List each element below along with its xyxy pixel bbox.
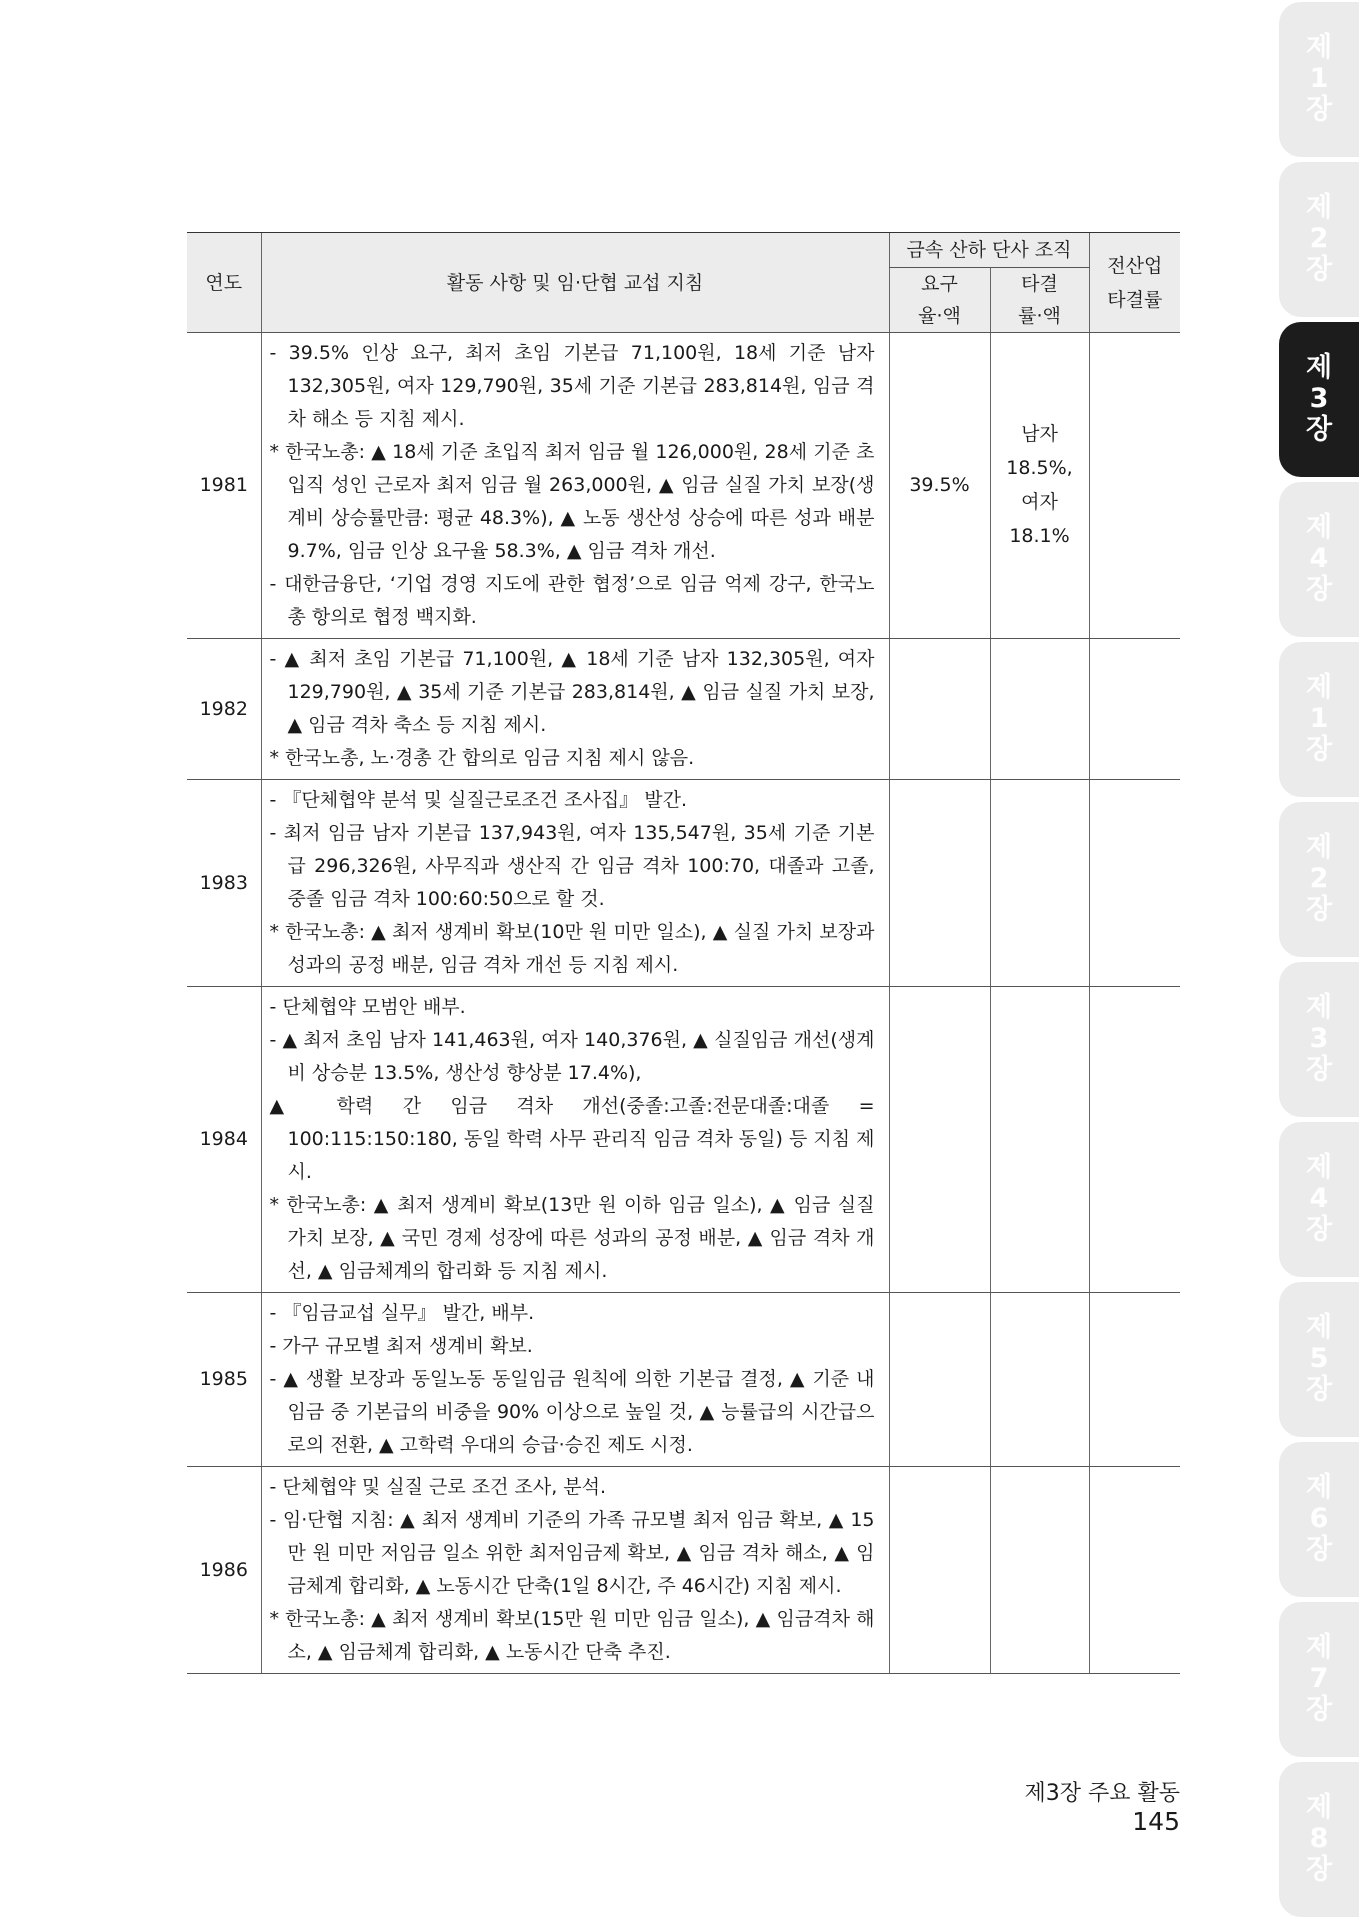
demand-rate-cell: 39.5%: [889, 333, 990, 639]
activity-cell: [261, 333, 889, 639]
header-settle-line2: 률·액: [1018, 305, 1061, 327]
chapter-tab[interactable]: [1279, 1602, 1359, 1757]
chapter-tab-num: 5: [1309, 1343, 1329, 1375]
table-row: [187, 333, 1180, 639]
year-cell: 1982: [187, 639, 261, 780]
chapter-tab-suffix: 장: [1305, 573, 1333, 605]
header-industry-line2: 타결률: [1107, 288, 1163, 311]
activity-line: * 한국노총: ▲ 18세 기준 초입직 최저 임금 월 126,000원, 28세 기준 초입직 성인 근로자 최저 임금 월 263,000원, ▲ 임금 실질 가치 보장(생계비 상승률만큼: 평균 48.3%), ▲ 노동 생산성 상승에 따른 성과 배분 9.7%, 임금 인상 요구율 58.3%, ▲ 임금 격차 개선.: [269, 441, 875, 562]
chapter-tab[interactable]: [1279, 1762, 1359, 1917]
chapter-tab-prefix: 제: [1305, 352, 1333, 384]
settle-rate-cell: [990, 1467, 1089, 1674]
table-row: [187, 780, 1180, 987]
chapter-tab[interactable]: [1279, 482, 1359, 637]
year-cell: 1981: [187, 333, 261, 639]
activity-cell: [261, 780, 889, 987]
activity-line: - 단체협약 및 실질 근로 조건 조사, 분석.: [269, 1476, 607, 1498]
activity-line: ▲ 학력 간 임금 격차 개선(중졸:고졸:전문대졸:대졸 = 100:115:150:180, 동일 학력 사무 관리직 임금 격차 동일) 등 지침 제시.: [269, 1095, 875, 1183]
chapter-tab-prefix: 제: [1305, 1312, 1333, 1344]
activity-line: - 가구 규모별 최저 생계비 확보.: [269, 1335, 533, 1357]
chapter-tab-prefix: 제: [1305, 512, 1333, 544]
industry-rate-cell: [1089, 333, 1180, 639]
industry-rate-cell: [1089, 987, 1180, 1293]
chapter-tab[interactable]: [1279, 322, 1359, 477]
chapter-tab-suffix: 장: [1305, 1853, 1333, 1885]
header-industry-line1: 전산업: [1107, 254, 1163, 277]
chapter-tab-num: 1: [1309, 63, 1329, 95]
chapter-tab-num: 4: [1309, 1183, 1329, 1215]
chapter-tab-suffix: 장: [1305, 93, 1333, 125]
table-row: [187, 639, 1180, 780]
chapter-tab-prefix: 제: [1305, 1632, 1333, 1664]
activity-line: - 최저 임금 남자 기본급 137,943원, 여자 135,547원, 35세 기준 기본급 296,326원, 사무직과 생산직 간 임금 격차 100:70, 대졸과 고졸, 중졸 임금 격차 100:60:50으로 할 것.: [269, 822, 875, 910]
header-demand-line2: 율·액: [918, 305, 961, 327]
chapter-tab-suffix: 장: [1305, 1053, 1333, 1085]
chapter-tab-suffix: 장: [1305, 1693, 1333, 1725]
chapter-tab-prefix: 제: [1305, 192, 1333, 224]
activity-line: - 39.5% 인상 요구, 최저 초임 기본급 71,100원, 18세 기준 남자 132,305원, 여자 129,790원, 35세 기준 기본급 283,814원, 임금 격차 해소 등 지침 제시.: [269, 342, 875, 430]
settle-rate-line: 여자: [1021, 491, 1058, 513]
demand-rate-cell: [889, 639, 990, 780]
settle-rate-line: 남자: [1021, 423, 1058, 445]
activity-line: * 한국노총: ▲ 최저 생계비 확보(15만 원 미만 임금 일소), ▲ 임금격차 해소, ▲ 임금체계 합리화, ▲ 노동시간 단축 추진.: [269, 1608, 875, 1663]
chapter-tab[interactable]: [1279, 1122, 1359, 1277]
chapter-tab[interactable]: [1279, 2, 1359, 157]
settle-rate-cell: [990, 780, 1089, 987]
chapter-tab[interactable]: [1279, 1442, 1359, 1597]
chapter-tab-suffix: 장: [1305, 1373, 1333, 1405]
chapter-tab-suffix: 장: [1305, 893, 1333, 925]
chapter-tab-num: 7: [1309, 1663, 1329, 1695]
chapter-tab[interactable]: [1279, 802, 1359, 957]
activity-line: - ▲ 최저 초임 남자 141,463원, 여자 140,376원, ▲ 실질임금 개선(생계비 상승분 13.5%, 생산성 향상분 17.4%),: [269, 1029, 875, 1084]
chapter-tab-num: 4: [1309, 543, 1329, 575]
activity-cell: [261, 639, 889, 780]
demand-rate-cell: [889, 780, 990, 987]
industry-rate-cell: [1089, 1293, 1180, 1467]
settle-rate-line: 18.5%,: [1006, 457, 1073, 479]
header-year: 연도: [187, 233, 261, 333]
settle-rate-cell: [990, 639, 1089, 780]
chapter-tab-num: 3: [1309, 1023, 1329, 1055]
chapter-tab[interactable]: [1279, 1282, 1359, 1437]
table-row: [187, 1467, 1180, 1674]
header-demand: [889, 268, 990, 333]
chapter-tab-num: 8: [1309, 1823, 1329, 1855]
chapter-tab-suffix: 장: [1305, 1533, 1333, 1565]
header-industry-rate: [1089, 233, 1180, 333]
activity-line: - 임·단협 지침: ▲ 최저 생계비 기준의 가족 규모별 최저 임금 확보, ▲ 15만 원 미만 저임금 일소 위한 최저임금제 확보, ▲ 임금 격차 해소, ▲ 임금체계 합리화, ▲ 노동시간 단축(1일 8시간, 주 46시간) 지침 제시.: [269, 1509, 875, 1597]
industry-rate-cell: [1089, 639, 1180, 780]
industry-rate-cell: [1089, 1467, 1180, 1674]
chapter-tabs: [1279, 0, 1359, 1920]
activity-line: * 한국노총: ▲ 최저 생계비 확보(13만 원 이하 임금 일소), ▲ 임금 실질 가치 보장, ▲ 국민 경제 성장에 따른 성과의 공정 배분, ▲ 임금 격차 개선, ▲ 임금체계의 합리화 등 지침 제시.: [269, 1194, 875, 1282]
year-cell: 1983: [187, 780, 261, 987]
activity-line: - 『단체협약 분석 및 실질근로조건 조사집』 발간.: [269, 789, 688, 811]
page-number: 145: [1132, 1807, 1180, 1836]
chapter-tab-prefix: 제: [1305, 992, 1333, 1024]
footer-section-title: 제3장 주요 활동: [1024, 1781, 1180, 1806]
activity-line: - ▲ 최저 초임 기본급 71,100원, ▲ 18세 기준 남자 132,305원, 여자 129,790원, ▲ 35세 기준 기본급 283,814원, ▲ 임금 실질 가치 보장, ▲ 임금 격차 축소 등 지침 제시.: [269, 648, 875, 736]
chapter-tab-prefix: 제: [1305, 672, 1333, 704]
chapter-tab[interactable]: [1279, 162, 1359, 317]
header-group: 금속 산하 단사 조직: [889, 233, 1089, 268]
activity-table: [187, 232, 1180, 1674]
chapter-tab-num: 6: [1309, 1503, 1329, 1535]
table-row: [187, 987, 1180, 1293]
industry-rate-cell: [1089, 780, 1180, 987]
demand-rate-cell: [889, 1467, 990, 1674]
chapter-tab-suffix: 장: [1305, 733, 1333, 765]
activity-cell: [261, 1293, 889, 1467]
chapter-tab-prefix: 제: [1305, 1472, 1333, 1504]
chapter-tab-suffix: 장: [1305, 413, 1333, 445]
chapter-tab-prefix: 제: [1305, 32, 1333, 64]
settle-rate-cell: [990, 1293, 1089, 1467]
table-body: [187, 333, 1180, 1674]
settle-rate-cell: [990, 333, 1089, 639]
page-footer: [968, 1776, 1180, 1836]
chapter-tab-prefix: 제: [1305, 1152, 1333, 1184]
chapter-tab-num: 1: [1309, 703, 1329, 735]
year-cell: 1985: [187, 1293, 261, 1467]
chapter-tab-prefix: 제: [1305, 832, 1333, 864]
demand-rate-cell: [889, 987, 990, 1293]
activity-cell: [261, 1467, 889, 1674]
chapter-tab-num: 2: [1309, 223, 1329, 255]
chapter-tab-num: 2: [1309, 863, 1329, 895]
table-header: [187, 233, 1180, 333]
chapter-tab-prefix: 제: [1305, 1792, 1333, 1824]
header-settle-line1: 타결: [1021, 273, 1058, 295]
activity-line: - 『임금교섭 실무』 발간, 배부.: [269, 1302, 535, 1324]
header-activity: 활동 사항 및 임·단협 교섭 지침: [261, 233, 889, 333]
activity-line: * 한국노총: ▲ 최저 생계비 확보(10만 원 미만 일소), ▲ 실질 가치 보장과 성과의 공정 배분, 임금 격차 개선 등 지침 제시.: [269, 921, 875, 976]
year-cell: 1984: [187, 987, 261, 1293]
table-row: [187, 1293, 1180, 1467]
chapter-tab[interactable]: [1279, 962, 1359, 1117]
activity-line: - 대한금융단, ‘기업 경영 지도에 관한 협정’으로 임금 억제 강구, 한국노총 항의로 협정 백지화.: [269, 573, 875, 628]
chapter-tab-suffix: 장: [1305, 1213, 1333, 1245]
header-settle: [990, 268, 1089, 333]
activity-line: - ▲ 생활 보장과 동일노동 동일임금 원칙에 의한 기본급 결정, ▲ 기준 내 임금 중 기본급의 비중을 90% 이상으로 높일 것, ▲ 능률급의 시간급으로의 전환, ▲ 고학력 우대의 승급·승진 제도 시정.: [269, 1368, 875, 1456]
activity-line: - 단체협약 모범안 배부.: [269, 996, 466, 1018]
demand-rate-cell: [889, 1293, 990, 1467]
header-demand-line1: 요구: [921, 273, 958, 295]
chapter-tab-num: 3: [1309, 383, 1329, 415]
settle-rate-line: 18.1%: [1009, 525, 1070, 547]
chapter-tab-suffix: 장: [1305, 253, 1333, 285]
chapter-tab[interactable]: [1279, 642, 1359, 797]
activity-line: * 한국노총, 노·경총 간 합의로 임금 지침 제시 않음.: [269, 747, 695, 769]
activity-cell: [261, 987, 889, 1293]
year-cell: 1986: [187, 1467, 261, 1674]
settle-rate-cell: [990, 987, 1089, 1293]
